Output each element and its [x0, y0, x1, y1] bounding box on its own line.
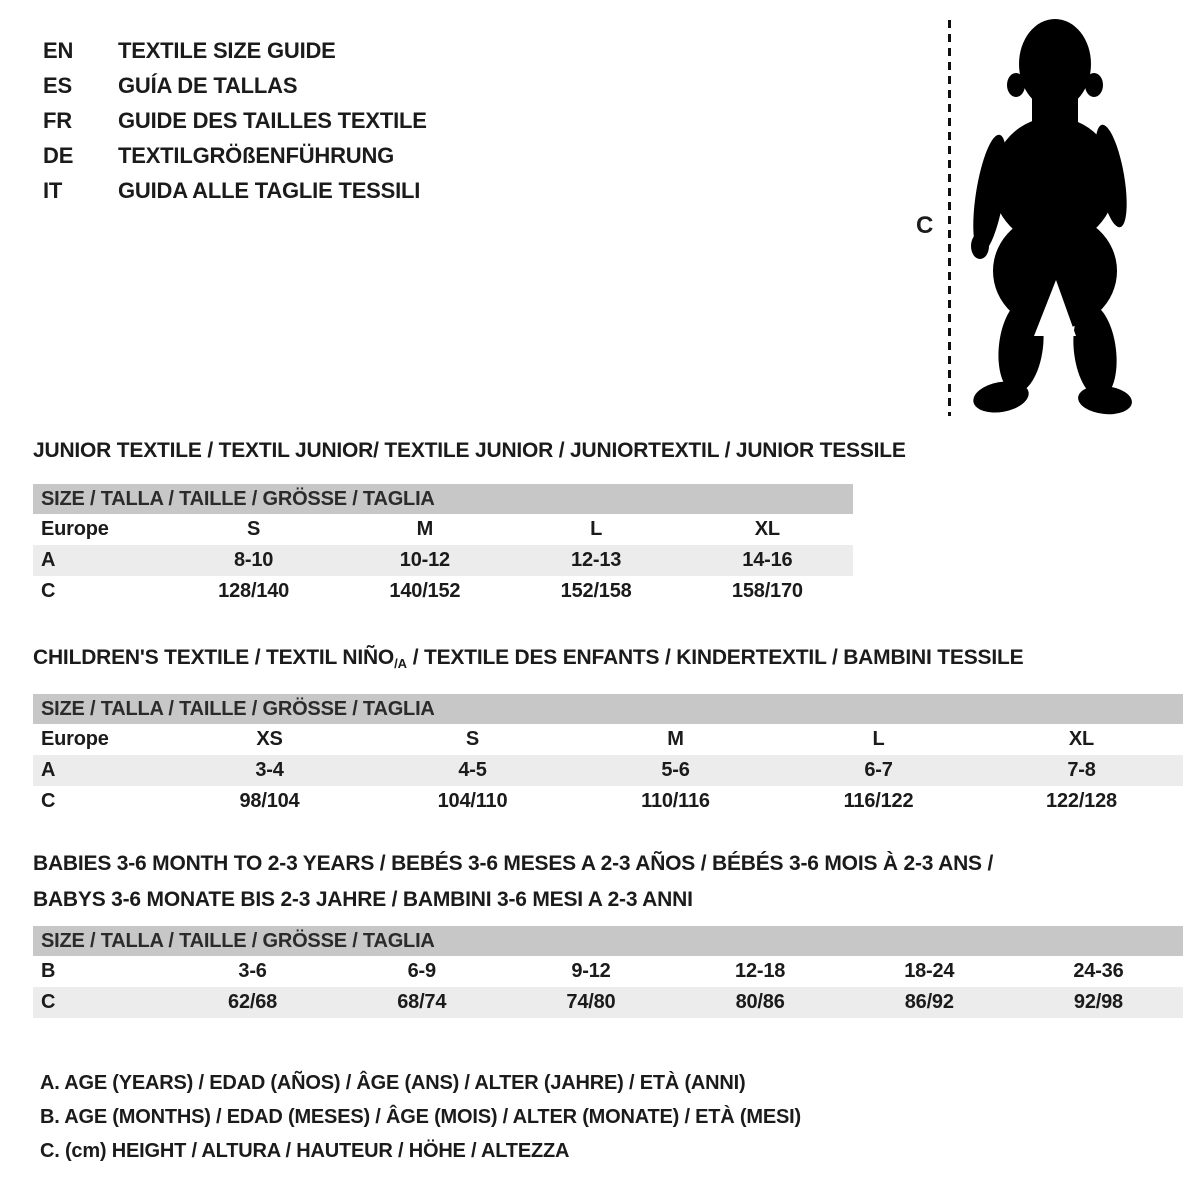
size-value-cell: 9-12	[571, 960, 611, 982]
row-label: Europe	[41, 728, 109, 750]
guide-title: GUIDA ALLE TAGLIE TESSILI	[118, 177, 421, 203]
section-babies-textile	[33, 846, 1183, 1018]
guide-title: GUÍA DE TALLAS	[118, 72, 298, 98]
section-title-line	[33, 640, 1183, 682]
size-value-cell: 86/92	[904, 991, 954, 1013]
size-value-cell: XL	[754, 518, 780, 540]
size-value-cell: 122/128	[1046, 790, 1117, 812]
language-row	[43, 33, 427, 68]
language-row	[43, 138, 427, 173]
row-label: C	[41, 580, 56, 602]
guide-title: GUIDE DES TAILLES TEXTILE	[118, 107, 427, 133]
size-value-cell: XL	[1068, 728, 1095, 750]
table-row	[33, 786, 1183, 817]
language-code: DE	[43, 142, 74, 168]
table-row	[33, 956, 1183, 987]
section-title-text: BABIES 3-6 MONTH TO 2-3 YEARS / BEBÉS 3-6 MESES A 2-3 AÑOS / BÉBÉS 3-6 MOIS À 2-3 ANS /	[33, 852, 994, 875]
size-value-cell: 6-9	[407, 960, 436, 982]
legend	[40, 1066, 801, 1168]
size-value-cell: 12-18	[735, 960, 786, 982]
size-value-cell: 104/110	[437, 790, 508, 812]
guide-title: TEXTILE SIZE GUIDE	[118, 37, 336, 63]
size-value-cell: 158/170	[731, 580, 803, 602]
size-value-cell: 6-7	[864, 759, 893, 781]
section-junior-textile	[33, 433, 906, 607]
section-title-line	[33, 846, 1183, 882]
size-value-cell: 24-36	[1073, 960, 1124, 982]
table-row	[33, 514, 853, 545]
section-title-text: CHILDREN'S TEXTILE / TEXTIL NIÑO	[33, 646, 395, 669]
size-value-cell: 80/86	[735, 991, 785, 1013]
section-title	[33, 640, 1183, 682]
size-header-bar: SIZE / TALLA / TAILLE / GRÖSSE / TAGLIA	[33, 484, 853, 514]
section-title-text: BABYS 3-6 MONATE BIS 2-3 JAHRE / BAMBINI 3-6 MESI A 2-3 ANNI	[33, 888, 693, 911]
size-value-cell: 62/68	[228, 991, 278, 1013]
size-value-cell: 18-24	[904, 960, 955, 982]
size-table-rows	[33, 956, 1183, 1018]
size-value-cell: 128/140	[218, 580, 290, 602]
size-value-cell: 5-6	[661, 759, 690, 781]
size-value-cell: 98/104	[239, 790, 300, 812]
size-header-bar: SIZE / TALLA / TAILLE / GRÖSSE / TAGLIA	[33, 694, 1183, 724]
table-row	[33, 576, 853, 607]
size-value-cell: 152/158	[560, 580, 632, 602]
legend-line: C. (cm) HEIGHT / ALTURA / HAUTEUR / HÖHE / ALTEZZA	[40, 1140, 570, 1162]
legend-line: A. AGE (YEARS) / EDAD (AÑOS) / ÂGE (ANS) / ALTER (JAHRE) / ETÀ (ANNI)	[40, 1072, 746, 1094]
section-title-line	[33, 433, 906, 469]
table-row	[33, 724, 1183, 755]
size-value-cell: M	[416, 518, 434, 540]
size-value-cell: S	[247, 518, 261, 540]
size-value-cell: 68/74	[397, 991, 447, 1013]
language-code: ES	[43, 72, 72, 98]
size-value-cell: 7-8	[1067, 759, 1096, 781]
section-title	[33, 433, 906, 469]
legend-line: B. AGE (MONTHS) / EDAD (MESES) / ÂGE (MOIS) / ALTER (MONATE) / ETÀ (MESI)	[40, 1106, 801, 1128]
size-table-rows	[33, 514, 853, 607]
size-value-cell: 12-13	[571, 549, 622, 571]
section-title	[33, 846, 1183, 918]
section-title-text: JUNIOR TEXTILE / TEXTIL JUNIOR/ TEXTILE JUNIOR / JUNIORTEXTIL / JUNIOR TESSILE	[33, 439, 906, 462]
size-value-cell: M	[667, 728, 684, 750]
size-value-cell: 74/80	[566, 991, 616, 1013]
section-childrens-textile	[33, 640, 1183, 817]
section-title-text: / TEXTILE DES ENFANTS / KINDERTEXTIL / BAMBINI TESSILE	[407, 646, 1024, 669]
size-value-cell: S	[465, 728, 480, 750]
language-code: FR	[43, 107, 72, 133]
size-value-cell: 4-5	[458, 759, 487, 781]
size-header-bar: SIZE / TALLA / TAILLE / GRÖSSE / TAGLIA	[33, 926, 1183, 956]
section-title-line	[33, 882, 1183, 918]
row-label: C	[41, 991, 56, 1013]
size-value-cell: XS	[256, 728, 283, 750]
language-row	[43, 173, 427, 208]
height-measure-figure	[900, 16, 1148, 422]
row-label: C	[41, 790, 56, 812]
size-value-cell: L	[590, 518, 603, 540]
size-value-cell: 92/98	[1073, 991, 1123, 1013]
row-label: A	[41, 549, 56, 571]
toddler-silhouette	[968, 18, 1138, 418]
size-value-cell: 10-12	[399, 549, 450, 571]
table-row	[33, 545, 853, 576]
size-value-cell: 14-16	[742, 549, 793, 571]
guide-title: TEXTILGRÖßENFÜHRUNG	[118, 142, 395, 168]
size-value-cell: 3-6	[238, 960, 267, 982]
size-value-cell: 116/122	[843, 790, 914, 812]
size-value-cell: 8-10	[234, 549, 274, 571]
size-value-cell: 110/116	[641, 790, 710, 812]
language-code: IT	[43, 177, 63, 203]
size-value-cell: 140/152	[389, 580, 461, 602]
measure-c-label: C	[916, 212, 934, 239]
table-row	[33, 987, 1183, 1018]
height-dashed-line	[948, 20, 951, 416]
size-value-cell: L	[872, 728, 885, 750]
language-title-list	[43, 33, 427, 208]
language-code: EN	[43, 37, 74, 63]
table-row	[33, 755, 1183, 786]
language-row	[43, 68, 427, 103]
section-title-text: /A	[394, 656, 408, 671]
size-value-cell: 3-4	[255, 759, 284, 781]
row-label: Europe	[41, 518, 109, 540]
row-label: A	[41, 759, 56, 781]
language-row	[43, 103, 427, 138]
size-table-rows	[33, 724, 1183, 817]
row-label: B	[41, 960, 56, 982]
